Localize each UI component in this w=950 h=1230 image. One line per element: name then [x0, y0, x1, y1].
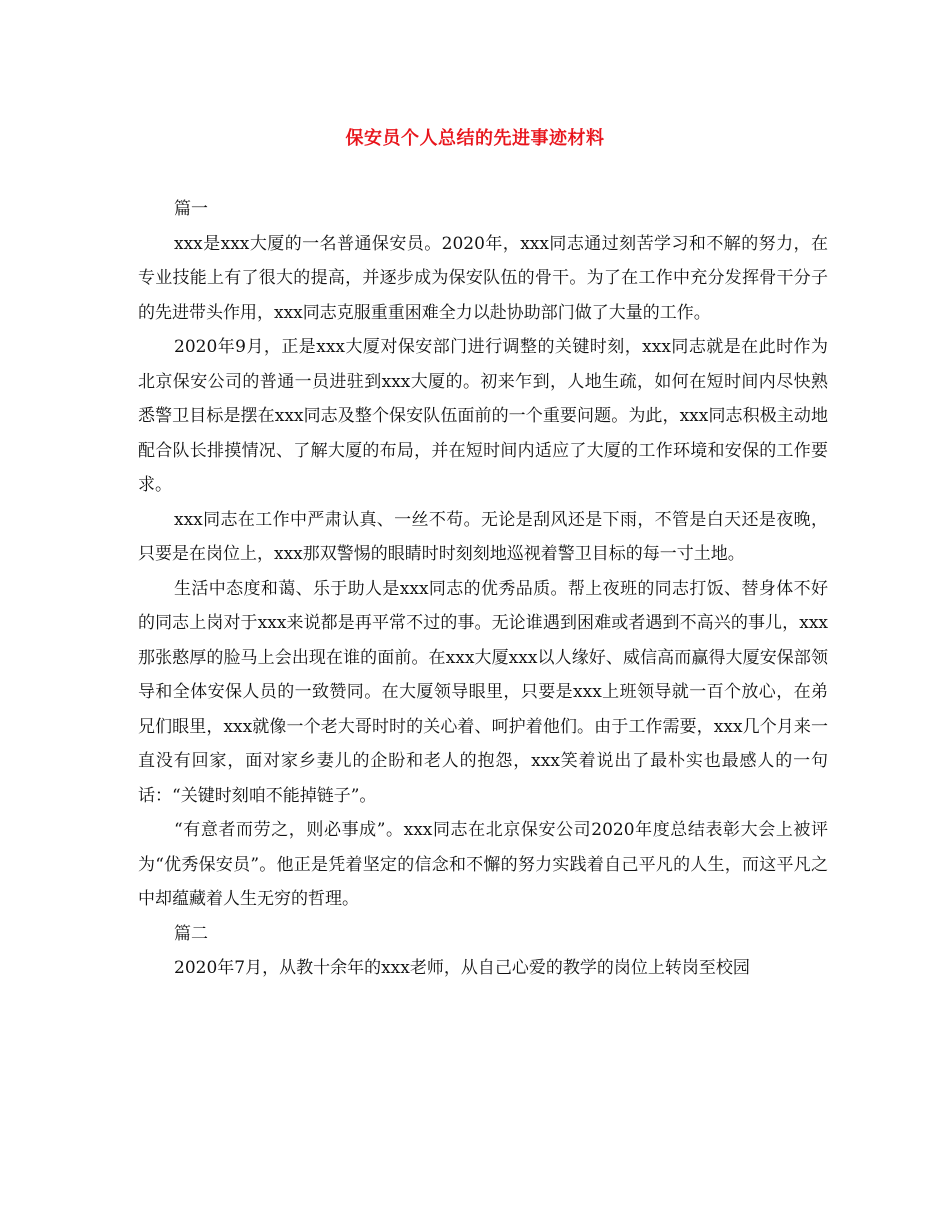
section-heading-2: 篇二: [174, 923, 208, 944]
paragraph: xxx是xxx大厦的一名普通保安员。2020年，xxx同志通过刻苦学习和不解的努力，在专业技能上有了很大的提高，并逐步成为保安队伍的骨干。为了在工作中充分发挥骨干分子的先进带头作用，xxx同志克服重重困难全力以赴协助部门做了大量的工作。: [138, 233, 828, 323]
section-heading-1: 篇一: [174, 199, 208, 219]
paragraph: “有意者而劳之，则必事成”。xxx同志在北京保安公司2020年度总结表彰大会上被评为“优秀保安员”。他正是凭着坚定的信念和不懈的努力实践着自己平凡的人生，而这平凡之中却蕴藏着人生无穷的哲理。: [138, 820, 828, 909]
paragraph: xxx同志在工作中严肃认真、一丝不苟。无论是刮风还是下雨，不管是白天还是夜晚，只要是在岗位上，xxx那双警惕的眼睛时时刻刻地巡视着警卫目标的每一寸土地。: [138, 509, 828, 564]
paragraph: 生活中态度和蔼、乐于助人是xxx同志的优秀品质。帮上夜班的同志打饭、替身体不好的同志上岗对于xxx来说都是再平常不过的事。无论谁遇到困难或者遇到不高兴的事儿，xxx那张憨厚的脸马上会出现在谁的面前。在xxx大厦xxx以人缘好、威信高而赢得大厦安保部领导和全体安保人员的一致赞同。在大厦领导眼里，只要是xxx上班领导就一百个放心，在弟兄们眼里，xxx就像一个老大哥时时的关心着、呵护着他们。由于工作需要，xxx几个月来一直没有回家，面对家乡妻儿的企盼和老人的抱怨，xxx笑着说出了最朴实也最感人的一句话：“关键时刻咱不能掉链子”。: [138, 578, 828, 806]
document-title: 保安员个人总结的先进事迹材料: [345, 128, 605, 149]
paragraph: 2020年9月，正是xxx大厦对保安部门进行调整的关键时刻，xxx同志就是在此时作为北京保安公司的普通一员进驻到xxx大厦的。初来乍到，人地生疏，如何在短时间内尽快熟悉警卫目标是摆在xxx同志及整个保安队伍面前的一个重要问题。为此，xxx同志积极主动地配合队长排摸情况、了解大厦的布局，并在短时间内适应了大厦的工作环境和安保的工作要求。: [138, 337, 828, 495]
paragraph: 2020年7月，从教十余年的xxx老师，从自己心爱的教学的岗位上转岗至校园: [174, 958, 750, 978]
document-body: [138, 192, 828, 986]
